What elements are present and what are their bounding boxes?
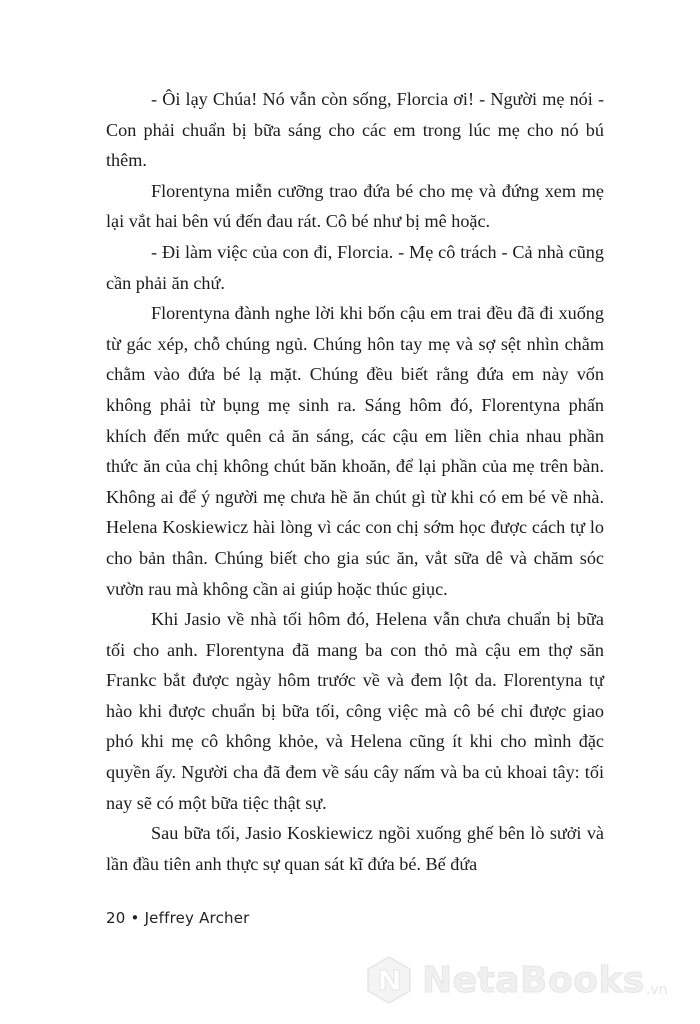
paragraph-4: Florentyna đành nghe lời khi bốn cậu em trai đều đã đi xuống từ gác xép, chỗ chúng ngủ. Chúng hôn tay mẹ và sợ sệt nhìn chằm chằm vào đứa bé lạ mặt. Chúng đều biết rằng đứa em này vốn không phải từ bụng mẹ sinh ra. Sáng hôm đó, Florentyna phấn khích đến mức quên cả ăn sáng, các cậu em liền chia nhau phần thức ăn của chị không chút băn khoăn, để lại phần của mẹ trên bàn. Không ai để ý người mẹ chưa hề ăn chút gì từ khi có em bé về nhà. Helena Koskiewicz hài lòng vì các con chị sớm học được cách tự lo cho bản thân. Chúng biết cho gia súc ăn, vắt sữa dê và chăm sóc vườn rau mà không cần ai giúp hoặc thúc giục. xyxy=(106,303,604,599)
paragraph-3: - Đi làm việc của con đi, Florcia. - Mẹ cô trách - Cả nhà cũng cần phải ăn chứ. xyxy=(106,241,604,293)
page-number: 20 xyxy=(106,909,126,927)
watermark-suffix: .vn xyxy=(645,982,668,998)
netabooks-logo-icon xyxy=(364,955,414,1005)
body-text xyxy=(106,84,604,879)
paragraph-5: Khi Jasio về nhà tối hôm đó, Helena vẫn chưa chuẩn bị bữa tối cho anh. Florentyna đã mang ba con thỏ mà cậu em thợ săn Frankc bắt được ngày hôm trước về và đem lột da. Florentyna tự hào khi được chuẩn bị bữa tối, công việc mà cô bé chỉ được giao phó khi mẹ cô không khỏe, và Helena cũng ít khi cho mình đặc quyền ấy. Người cha đã đem về sáu cây nấm và ba củ khoai tây: tối nay sẽ có một bữa tiệc thật sự. xyxy=(106,609,604,813)
paragraph-1: - Ôi lạy Chúa! Nó vẫn còn sống, Florcia ơi! - Người mẹ nói - Con phải chuẩn bị bữa sáng cho các em trong lúc mẹ cho nó bú thêm. xyxy=(106,89,604,171)
paragraph-2: Florentyna miễn cưỡng trao đứa bé cho mẹ và đứng xem mẹ lại vắt hai bên vú đến đau rát. Cô bé như bị mê hoặc. xyxy=(106,180,604,232)
watermark-brand: NetaBooks xyxy=(422,959,645,1001)
footer-separator: • xyxy=(130,909,140,927)
paragraph-6: Sau bữa tối, Jasio Koskiewicz ngồi xuống ghế bên lò sưởi và lần đầu tiên anh thực sự quan sát kĩ đứa bé. Bế đứa xyxy=(106,823,604,874)
page-footer xyxy=(106,909,250,927)
footer-author: Jeffrey Archer xyxy=(144,909,250,927)
watermark xyxy=(364,948,667,1012)
